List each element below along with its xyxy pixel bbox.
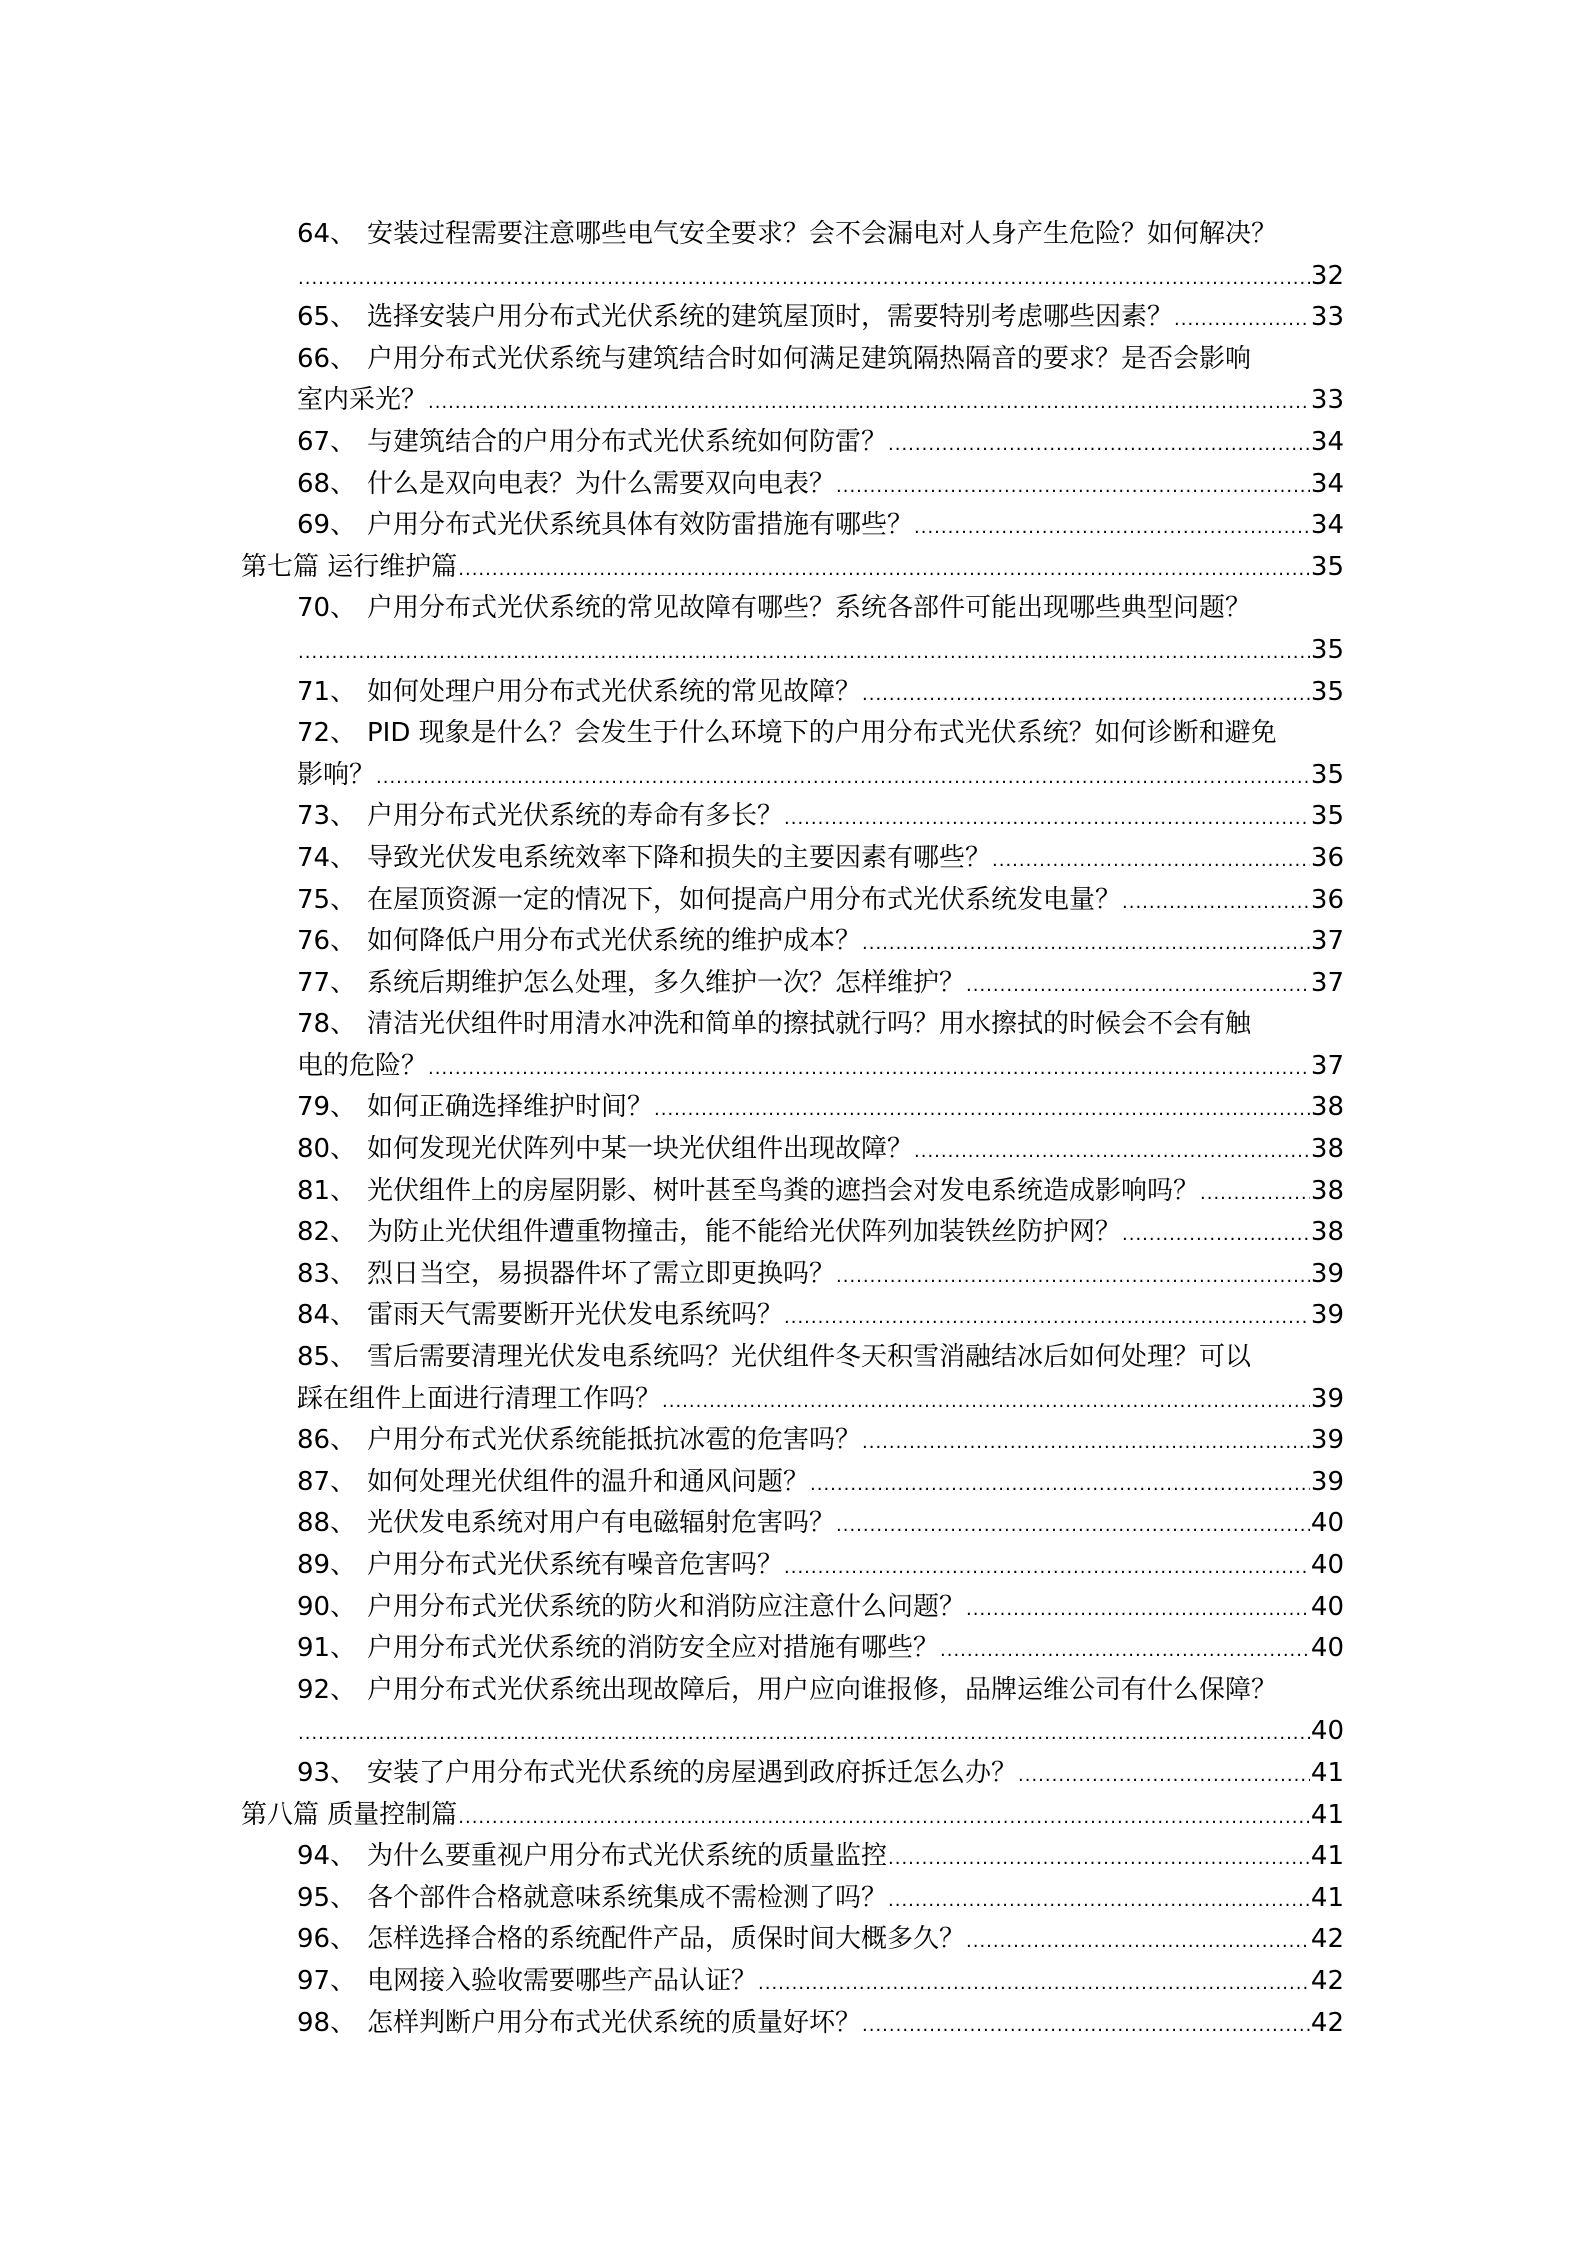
- dot-leader: [458, 547, 1310, 591]
- toc-entry-number: 92、: [297, 1674, 357, 1705]
- dot-leader: [1122, 1212, 1310, 1256]
- toc-entry-title: 室内采光？: [297, 385, 428, 416]
- toc-entry-title: 电的危险？: [297, 1050, 428, 1081]
- page-number: 37: [1310, 967, 1344, 998]
- toc-entry-number: 64、: [297, 219, 357, 249]
- toc-entry[interactable]: [297, 880, 1344, 922]
- toc-entry[interactable]: [297, 796, 1344, 838]
- page-number: 35: [1310, 634, 1344, 665]
- toc-entry-title: 系统后期维护怎么处理，多久维护一次？怎样维护？: [367, 967, 966, 998]
- toc-entry-number: 71、: [297, 676, 357, 707]
- toc-chapter-heading[interactable]: [241, 547, 1344, 589]
- page-number: 41: [1310, 1757, 1344, 1788]
- toc-entry-number: 69、: [297, 510, 357, 541]
- toc-entry-number: 78、: [297, 1009, 357, 1040]
- toc-entry-title: 户用分布式光伏系统具体有效防雷措施有哪些？: [367, 510, 914, 541]
- toc-entry[interactable]: [297, 422, 1344, 464]
- page-number: 39: [1310, 1425, 1344, 1456]
- toc-entry-title: 户用分布式光伏系统有噪音危害吗？: [367, 1550, 784, 1580]
- dot-leader: [810, 1462, 1310, 1506]
- page-number: 40: [1310, 1591, 1344, 1622]
- dot-leader: [888, 1878, 1310, 1922]
- dot-leader: [888, 422, 1310, 466]
- page-number: 34: [1310, 510, 1344, 541]
- page-number: 41: [1310, 1882, 1344, 1913]
- dot-leader: [992, 838, 1310, 882]
- toc-entry-title: 清洁光伏组件时用清水冲洗和简单的擦拭就行吗？用水擦拭的时候会不会有触: [367, 1009, 1252, 1040]
- toc-entry[interactable]: [297, 1836, 1344, 1878]
- toc-entry[interactable]: [297, 1919, 1344, 1961]
- page-number: 33: [1310, 385, 1344, 416]
- toc-entry-title: 与建筑结合的户用分布式光伏系统如何防雷？: [367, 426, 888, 457]
- dot-leader: [458, 1795, 1310, 1839]
- toc-entry-number: 80、: [297, 1134, 357, 1165]
- page-number: 40: [1310, 1550, 1344, 1580]
- toc-entry[interactable]: [297, 1171, 1344, 1213]
- toc-entry-title: 选择安装户用分布式光伏系统的建筑屋顶时，需要特别考虑哪些因素？: [367, 302, 1174, 333]
- toc-entry-title: PID 现象是什么？会发生于什么环境下的户用分布式光伏系统？如何诊断和避免: [367, 718, 1277, 749]
- toc-entry-title: 光伏发电系统对用户有电磁辐射危害吗？: [367, 1508, 836, 1539]
- toc-entry-title: 导致光伏发电系统效率下降和损失的主要因素有哪些？: [367, 842, 992, 873]
- page-number: 33: [1310, 302, 1344, 333]
- page-number: 40: [1310, 1716, 1344, 1747]
- dot-leader: [914, 1129, 1310, 1173]
- toc-entry[interactable]: [297, 672, 1344, 714]
- toc-entry[interactable]: [297, 1961, 1344, 2003]
- toc-entry-title: 各个部件合格就意味系统集成不需检测了吗？: [367, 1882, 888, 1913]
- toc-entry-continuation[interactable]: [297, 755, 1344, 797]
- page-number: 39: [1310, 1383, 1344, 1414]
- dot-leader: [1200, 1171, 1310, 1215]
- toc-entry-number: 70、: [297, 593, 357, 624]
- toc-entry-title: 光伏组件上的房屋阴影、树叶甚至鸟粪的遮挡会对发电系统造成影响吗？: [367, 1175, 1200, 1206]
- toc-entry[interactable]: [297, 1628, 1344, 1670]
- toc-entry-number: 96、: [297, 1924, 357, 1955]
- toc-entry[interactable]: [297, 713, 1362, 755]
- dot-leader: [662, 1379, 1310, 1423]
- toc-entry-title: 怎样判断户用分布式光伏系统的质量好坏？: [367, 2007, 862, 2038]
- toc-entry-number: 94、: [297, 1841, 357, 1872]
- dot-leader: [966, 1587, 1310, 1631]
- dot-leader: [966, 1919, 1310, 1963]
- page-number: 35: [1310, 801, 1344, 832]
- dot-leader: [862, 672, 1310, 716]
- toc-entry-number: 75、: [297, 884, 357, 915]
- toc-entry-title: 安装过程需要注意哪些电气安全要求？会不会漏电对人身产生危险？如何解决？: [367, 219, 1278, 249]
- toc-entry-number: 73、: [297, 801, 357, 832]
- dot-leader: [784, 1295, 1310, 1339]
- page-number: 42: [1310, 1965, 1344, 1996]
- toc-entry[interactable]: [297, 1337, 1362, 1379]
- dot-leader: [888, 1836, 1310, 1880]
- page-number: 37: [1310, 926, 1344, 957]
- dot-leader: [862, 1420, 1310, 1464]
- page-number: 40: [1310, 1633, 1344, 1664]
- page-number: 38: [1310, 1134, 1344, 1165]
- page-number: 40: [1310, 1508, 1344, 1539]
- page-number: 38: [1310, 1175, 1344, 1206]
- toc-entry-continuation[interactable]: [297, 256, 1344, 298]
- toc-entry-title: 如何降低户用分布式光伏系统的维护成本？: [367, 926, 862, 957]
- toc-entry-number: 76、: [297, 926, 357, 957]
- toc-entry-number: 83、: [297, 1258, 357, 1289]
- dot-leader: [862, 921, 1310, 965]
- toc-entry-number: 93、: [297, 1757, 357, 1788]
- dot-leader: [862, 2003, 1310, 2047]
- toc-entry-title: 户用分布式光伏系统出现故障后，用户应向谁报修，品牌运维公司有什么保障？: [367, 1674, 1278, 1705]
- dot-leader: [376, 755, 1310, 799]
- toc-entry-title: 雷雨天气需要断开光伏发电系统吗？: [367, 1300, 784, 1331]
- toc-entry-title: 户用分布式光伏系统的防火和消防应注意什么问题？: [367, 1591, 966, 1622]
- toc-entry-title: 电网接入验收需要哪些产品认证？: [367, 1965, 758, 1996]
- page-number: 35: [1310, 676, 1344, 707]
- toc-entry-title: 雪后需要清理光伏发电系统吗？光伏组件冬天积雪消融结冰后如何处理？可以: [367, 1342, 1252, 1373]
- toc-entry-number: 74、: [297, 842, 357, 873]
- page-number: 37: [1310, 1050, 1344, 1081]
- dot-leader: [914, 505, 1310, 549]
- toc-entry-title: 在屋顶资源一定的情况下，如何提高户用分布式光伏系统发电量？: [367, 884, 1122, 915]
- toc-entry-number: 66、: [297, 343, 357, 374]
- page-number: 34: [1310, 426, 1344, 457]
- toc-entry-number: 81、: [297, 1175, 357, 1206]
- toc-entry-number: 88、: [297, 1508, 357, 1539]
- page-number: 38: [1310, 1217, 1344, 1248]
- toc-entry-title: 烈日当空，易损器件坏了需立即更换吗？: [367, 1258, 836, 1289]
- toc-entry-title: 户用分布式光伏系统的寿命有多长？: [367, 801, 784, 832]
- toc-entry-number: 85、: [297, 1342, 357, 1373]
- toc-entry[interactable]: [297, 1503, 1344, 1545]
- toc-entry-title: 如何正确选择维护时间？: [367, 1092, 654, 1123]
- toc-entry-number: 87、: [297, 1466, 357, 1497]
- toc-entry[interactable]: [297, 838, 1344, 880]
- toc-entry-title: 如何发现光伏阵列中某一块光伏组件出现故障？: [367, 1134, 914, 1165]
- toc-entry-title: 影响？: [297, 759, 376, 790]
- toc-entry-title: 户用分布式光伏系统的常见故障有哪些？系统各部件可能出现哪些典型问题？: [367, 593, 1252, 624]
- page-number: 35: [1310, 759, 1344, 790]
- toc-entry-title: 为什么要重视户用分布式光伏系统的质量监控: [367, 1841, 888, 1872]
- toc-entry[interactable]: [297, 588, 1362, 630]
- dot-leader: [298, 256, 1310, 300]
- toc-entry-title: 怎样选择合格的系统配件产品，质保时间大概多久？: [367, 1924, 966, 1955]
- toc-entry-title: 如何处理户用分布式光伏系统的常见故障？: [367, 676, 862, 707]
- toc-entry[interactable]: [297, 1295, 1344, 1337]
- page-number: 39: [1310, 1466, 1344, 1497]
- toc-entry[interactable]: [297, 214, 1362, 256]
- page-number: 41: [1310, 1841, 1344, 1872]
- toc-entry[interactable]: [297, 297, 1344, 339]
- toc-entry[interactable]: [297, 1670, 1362, 1712]
- toc-entry[interactable]: [297, 1545, 1344, 1587]
- toc-entry[interactable]: [297, 1087, 1344, 1129]
- dot-leader: [1122, 880, 1310, 924]
- dot-leader: [1018, 1753, 1310, 1797]
- toc-entry-number: 79、: [297, 1092, 357, 1123]
- toc-entry-number: 67、: [297, 426, 357, 457]
- page-number: 42: [1310, 2007, 1344, 2038]
- toc-chapter-heading[interactable]: [241, 1795, 1344, 1837]
- toc-entry-title: 户用分布式光伏系统的消防安全应对措施有哪些？: [367, 1633, 940, 1664]
- page-number: 36: [1310, 884, 1344, 915]
- toc-entry-number: 82、: [297, 1217, 357, 1248]
- dot-leader: [836, 1503, 1310, 1547]
- toc-entry[interactable]: [297, 1587, 1344, 1629]
- dot-leader: [940, 1628, 1310, 1672]
- toc-entry[interactable]: [297, 963, 1344, 1005]
- toc-entry-number: 72、: [297, 718, 357, 749]
- page-number: 34: [1310, 468, 1344, 499]
- toc-entry-number: 65、: [297, 302, 357, 333]
- dot-leader: [758, 1961, 1310, 2005]
- toc-entry[interactable]: [297, 1462, 1344, 1504]
- toc-entry[interactable]: [297, 1420, 1344, 1462]
- toc-entry[interactable]: [297, 1254, 1344, 1296]
- toc-entry-title: 户用分布式光伏系统与建筑结合时如何满足建筑隔热隔音的要求？是否会影响: [367, 343, 1252, 374]
- toc-entry-continuation[interactable]: [297, 630, 1344, 672]
- page-number: 32: [1310, 260, 1344, 291]
- page-number: 38: [1310, 1092, 1344, 1123]
- toc-entry-number: 95、: [297, 1882, 357, 1913]
- toc-entry-number: 89、: [297, 1550, 357, 1580]
- page-number: 36: [1310, 842, 1344, 873]
- toc-entry-number: 68、: [297, 468, 357, 499]
- page-number: 39: [1310, 1300, 1344, 1331]
- page-number: 41: [1310, 1799, 1344, 1830]
- toc-entry[interactable]: [297, 339, 1362, 381]
- toc-entry[interactable]: [297, 1004, 1362, 1046]
- toc-entry[interactable]: [297, 1212, 1344, 1254]
- dot-leader: [298, 630, 1310, 674]
- toc-entry-continuation[interactable]: [297, 1711, 1344, 1753]
- dot-leader: [298, 1711, 1310, 1755]
- dot-leader: [784, 796, 1310, 840]
- toc-entry-title: 如何处理光伏组件的温升和通风问题？: [367, 1466, 810, 1497]
- page-number: 35: [1310, 551, 1344, 582]
- page-number: 39: [1310, 1258, 1344, 1289]
- toc-entry[interactable]: [297, 505, 1344, 547]
- dot-leader: [836, 464, 1310, 508]
- toc-entry-continuation[interactable]: [297, 380, 1344, 422]
- toc-entry-number: 98、: [297, 2007, 357, 2038]
- dot-leader: [654, 1087, 1310, 1131]
- toc-entry-title: 安装了户用分布式光伏系统的房屋遇到政府拆迁怎么办？: [367, 1757, 1018, 1788]
- toc-entry-number: 77、: [297, 967, 357, 998]
- toc-entry-continuation[interactable]: [297, 1046, 1344, 1088]
- toc-entry[interactable]: [297, 921, 1344, 963]
- chapter-title: 第八篇 质量控制篇: [241, 1799, 458, 1830]
- toc-entry-title: 什么是双向电表？为什么需要双向电表？: [367, 468, 836, 499]
- toc-entry-number: 97、: [297, 1965, 357, 1996]
- toc-entry-continuation[interactable]: [297, 1379, 1344, 1421]
- toc-entry[interactable]: [297, 464, 1344, 506]
- toc-entry[interactable]: [297, 1878, 1344, 1920]
- toc-entry-number: 86、: [297, 1425, 357, 1456]
- dot-leader: [836, 1254, 1310, 1298]
- toc-entry[interactable]: [297, 1129, 1344, 1171]
- dot-leader: [966, 963, 1310, 1007]
- dot-leader: [1174, 297, 1310, 341]
- dot-leader: [428, 380, 1310, 424]
- toc-entry-number: 84、: [297, 1300, 357, 1331]
- table-of-contents: [0, 214, 1586, 2044]
- chapter-title: 第七篇 运行维护篇: [241, 551, 458, 582]
- toc-entry-number: 91、: [297, 1633, 357, 1664]
- toc-entry-title: 户用分布式光伏系统能抵抗冰雹的危害吗？: [367, 1425, 862, 1456]
- toc-entry-title: 踩在组件上面进行清理工作吗？: [297, 1383, 662, 1414]
- toc-entry[interactable]: [297, 2003, 1344, 2045]
- dot-leader: [784, 1545, 1310, 1589]
- dot-leader: [428, 1046, 1310, 1090]
- toc-entry-number: 90、: [297, 1591, 357, 1622]
- page-number: 42: [1310, 1924, 1344, 1955]
- toc-entry[interactable]: [297, 1753, 1344, 1795]
- toc-entry-title: 为防止光伏组件遭重物撞击，能不能给光伏阵列加装铁丝防护网？: [367, 1217, 1122, 1248]
